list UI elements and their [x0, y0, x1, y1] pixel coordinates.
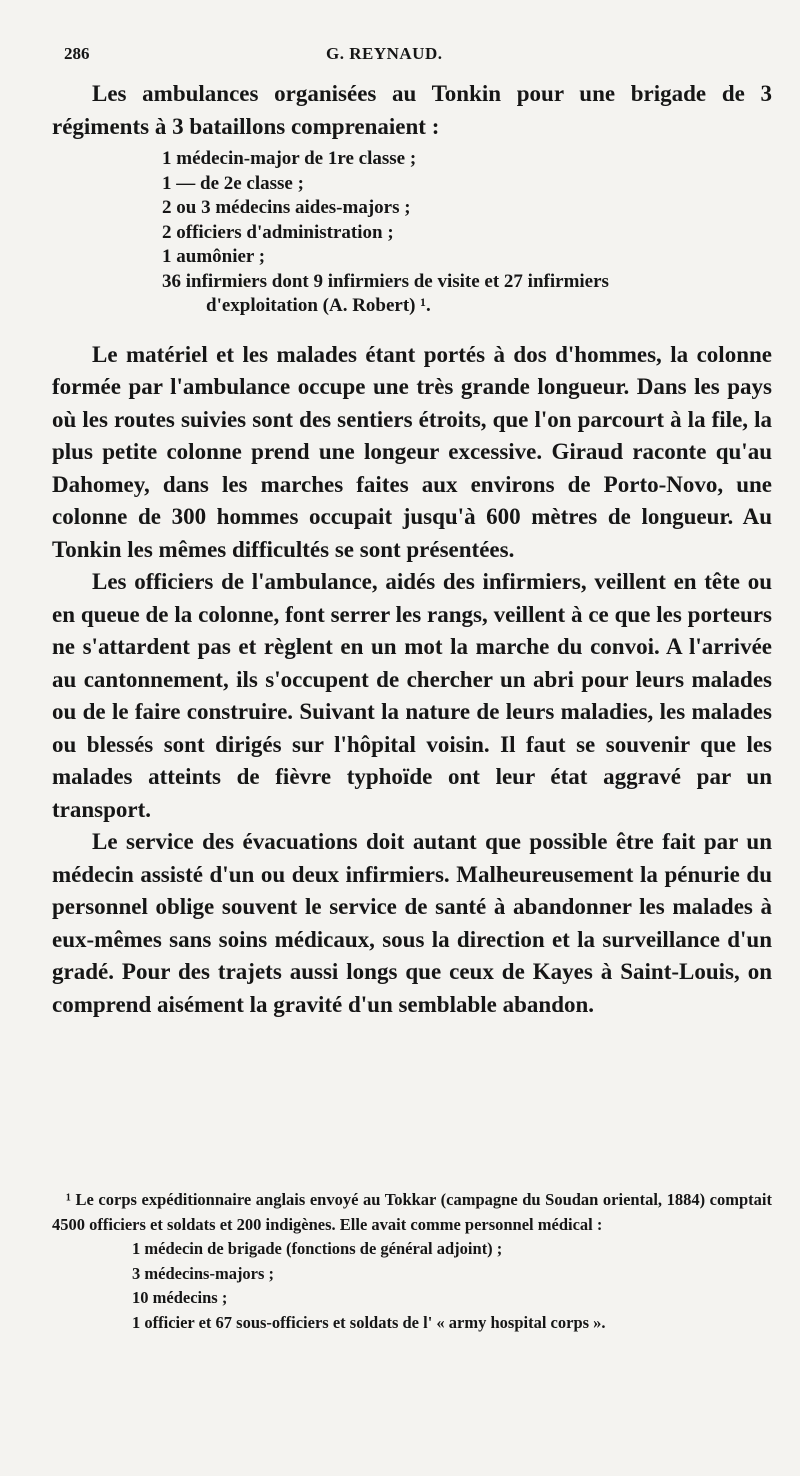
- page-number: 286: [64, 44, 90, 63]
- personnel-list: [52, 147, 772, 319]
- list-item: 1 — de 2e classe ;: [162, 172, 304, 194]
- list-item: 1 médecin-major de 1re classe ;: [162, 148, 417, 169]
- intro-paragraph: Les ambulances organisées au Tonkin pour une brigade de 3 régiments à 3 bataillons comprenaient :: [52, 81, 772, 139]
- list-item: 2 officiers d'administration ;: [162, 221, 394, 243]
- footnote-list: [52, 1237, 772, 1335]
- list-item: 1 aumônier ;: [162, 246, 266, 267]
- main-text: [52, 78, 772, 1021]
- footnote: [52, 1188, 772, 1335]
- paragraph: Les officiers de l'ambulance, aidés des infirmiers, veillent en tête ou en queue de la colonne, font serrer les rangs, veillent à ce que les porteurs ne s'attardent pas et règlent en un mot la marche du convoi. A l'arrivée au cantonnement, ils s'occupent de chercher un abri pour leurs malades ou de le faire construire. Suivant la nature de leurs maladies, les malades ou blessés sont dirigés sur l'hôpital voisin. Il faut se souvenir que les malades atteints de fièvre typhoïde ont leur état aggravé par un transport.: [52, 569, 772, 822]
- page-header: [64, 44, 754, 70]
- running-head: G. REYNAUD.: [326, 44, 443, 63]
- footnote-text: ¹ Le corps expéditionnaire anglais envoyé au Tokkar (campagne du Soudan oriental, 1884) comptait 4500 officiers et soldats et 200 indigènes. Elle avait comme personnel médical :: [52, 1190, 772, 1234]
- paragraph: Le service des évacuations doit autant que possible être fait par un médecin assisté d'un ou deux infirmiers. Malheureusement la pénurie du personnel oblige souvent le service de santé à abandonner les malades à eux-mêmes sans soins médicaux, sous la direction et la surveillance d'un gradé. Pour des trajets aussi longs que ceux de Kayes à Saint-Louis, on comprend aisément la gravité d'un semblable abandon.: [52, 829, 772, 1017]
- list-item: 1 médecin de brigade (fonctions de général adjoint) ;: [132, 1239, 503, 1258]
- paragraph: Le matériel et les malades étant portés à dos d'hommes, la colonne formée par l'ambulance occupe une très grande longueur. Dans les pays où les routes suivies sont des sentiers étroits, que l'on parcourt à la file, la plus petite colonne prend une longeur excessive. Giraud raconte qu'au Dahomey, dans les marches faites aux environs de Porto-Novo, une colonne de 300 hommes occupait jusqu'à 600 mètres de longueur. Au Tonkin les mêmes difficultés se sont présentées.: [52, 341, 772, 562]
- list-item: d'exploitation (A. Robert) ¹.: [206, 295, 431, 316]
- list-item: 36 infirmiers dont 9 infirmiers de visite et 27 infirmiers: [162, 270, 609, 292]
- list-item: 2 ou 3 médecins aides-majors ;: [162, 197, 411, 218]
- list-item: 3 médecins-majors ;: [132, 1263, 275, 1283]
- list-item: 10 médecins ;: [132, 1288, 228, 1307]
- list-item: 1 officier et 67 sous-officiers et soldats de l' « army hospital corps ».: [132, 1312, 606, 1332]
